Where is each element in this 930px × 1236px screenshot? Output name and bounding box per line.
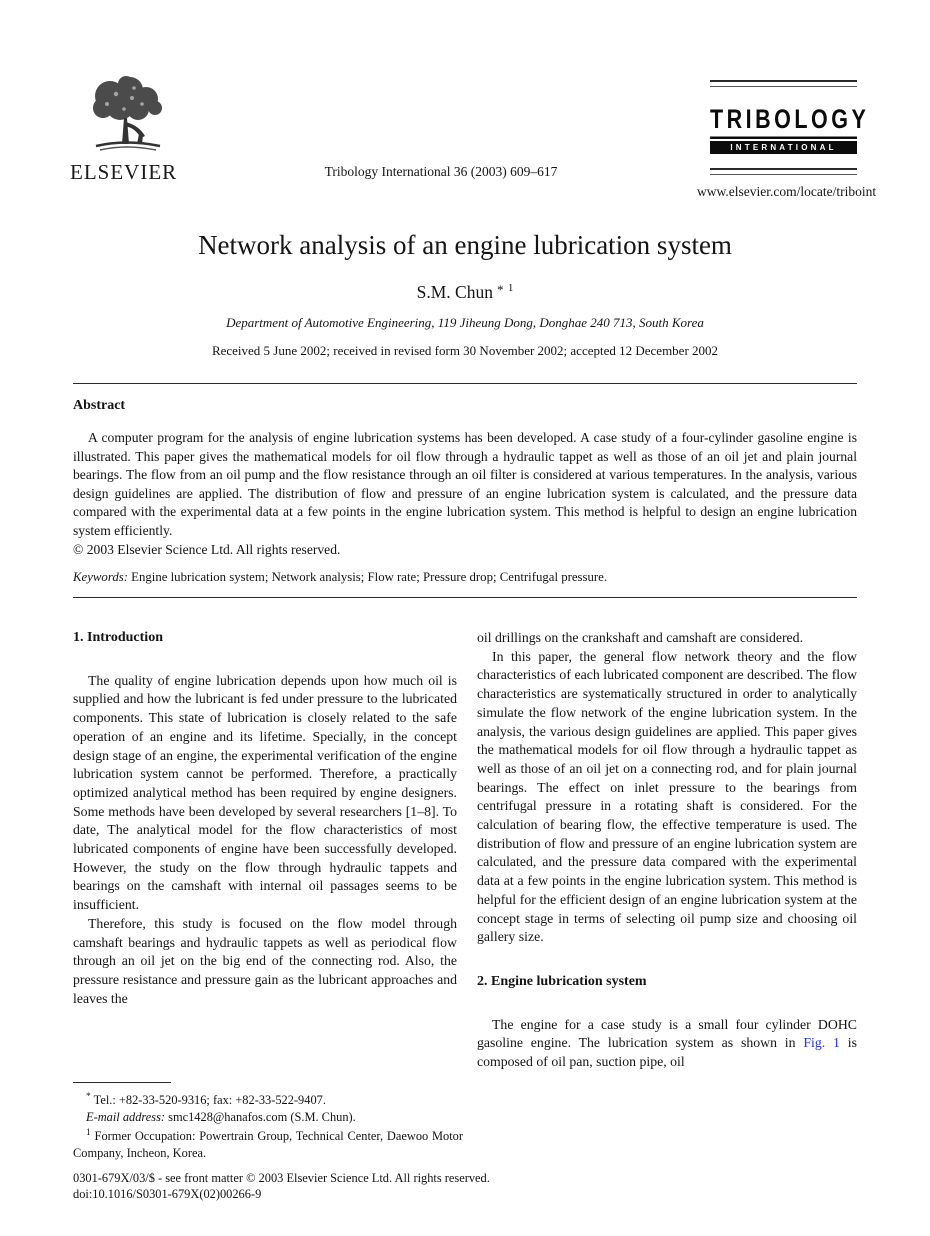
keywords-line [73, 570, 857, 585]
elsevier-wordmark: ELSEVIER [70, 160, 178, 184]
logo-bottom-rule [710, 168, 857, 175]
international-band: INTERNATIONAL [710, 141, 857, 154]
section-2-paragraph [477, 1016, 857, 1072]
footnote-occupation [73, 1125, 463, 1161]
email-address: smc1428@hanafos.com (S.M. Chun). [165, 1109, 356, 1124]
tribology-journal-logo [697, 80, 877, 200]
abstract-top-divider [73, 383, 857, 384]
left-column [73, 629, 457, 1008]
author-footnote-mark: 1 [507, 282, 514, 295]
footnotes-block [73, 1082, 463, 1162]
footnote-occupation-text: Former Occupation: Powertrain Group, Technical Center, Daewoo Motor Company, Incheon, Korea. [73, 1129, 463, 1161]
keywords-text: Engine lubrication system; Network analysis; Flow rate; Pressure drop; Centrifugal pressure. [127, 570, 608, 584]
tribology-wordmark: TRIBOLOGY [710, 104, 857, 139]
footnote-email [73, 1109, 463, 1126]
section-2-text-a: The engine for a case study is a small four cylinder DOHC gasoline engine. The lubrication system as shown in [477, 1016, 857, 1051]
keywords-label: Keywords: [73, 570, 128, 584]
footnote-tel [73, 1089, 463, 1109]
journal-url: www.elsevier.com/locate/triboint [697, 184, 877, 199]
elsevier-tree-icon [70, 76, 190, 158]
corresponding-author-mark: * [496, 282, 504, 297]
keywords-bottom-divider [73, 597, 857, 598]
journal-citation: Tribology International 36 (2003) 609–617 [324, 164, 558, 179]
footnote-divider [73, 1082, 171, 1083]
section-2-heading: 2. Engine lubrication system [477, 973, 647, 989]
section-1-heading: 1. Introduction [73, 630, 163, 645]
author-affiliation: Department of Automotive Engineering, 119 Jiheung Dong, Donghae 240 713, South Korea [226, 315, 704, 330]
abstract-copyright: © 2003 Elsevier Science Ltd. All rights reserved. [73, 541, 341, 557]
imprint-footer [73, 1170, 673, 1203]
section-2-text-b: is composed of oil pan, suction pipe, oil [477, 1035, 857, 1070]
intro-paragraph-3: oil drillings on the crankshaft and camshaft are considered. [477, 630, 804, 645]
email-label: E-mail address: [86, 1109, 166, 1124]
issn-copyright-line: 0301-679X/03/$ - see front matter © 2003 Elsevier Science Ltd. All rights reserved. [73, 1171, 490, 1185]
abstract-paragraph: A computer program for the analysis of engine lubrication systems has been developed. A case study of a four-cylinder gasoline engine is illustrated. This paper gives the mathematical models for oil flow through a hydraulic tappet as well as those of an oil jet and plain journal bearings. The flow from an oil pump and the flow resistance through an oil filter is considered at various temperatures. In the analysis, various design guidelines are applied. The distribution of flow and pressure of an engine lubrication system is calculated, and the pressure data compared with the experimental data at a few points in the engine lubrication system. This method is helpful to design an engine lubrication system efficiently. [73, 430, 857, 538]
right-column [477, 629, 857, 1072]
abstract-text [73, 429, 857, 559]
footnote-tel-text: Tel.: +82-33-520-9316; fax: +82-33-522-9407. [90, 1093, 326, 1108]
intro-paragraph-1: The quality of engine lubrication depends upon how much oil is supplied and how the lubricant is fed under pressure to the lubricated components. This state of lubrication is closely related to the safe operation of an engine and its lifetime. Specially, in the concept design stage of an engine, the experimental verification of the engine lubrication system cannot be performed. Therefore, a practically optimized analytical method has been required by engine designers. Some methods have been developed by several researchers [1–8]. To date, The analytical model for the flow characteristics of most lubricated components of engine have been successfully developed. However, the study on the flow through hydraulic tappets and bearings on the camshaft with internal oil passages seems to be insufficient. [73, 672, 457, 913]
author-line [0, 282, 930, 303]
figure-1-link[interactable]: Fig. 1 [803, 1035, 840, 1051]
intro-paragraph-4: In this paper, the general flow network theory and the flow characteristics of each lubricated component are described. The flow characteristics are systematically structured in order to analytically simulate the flow network of the engine lubrication system. In the analysis, the various design guidelines are applied. This paper gives the mathematical models for oil flow through a hydraulic tappet as well as those of an oil jet on a connecting rod, and for plain journal bearings. The effect on inlet pressure to the bearings from centrifugal pressure in a rotating shaft is considered. For the calculation of bearing flow, the effective temperature is used. The distribution of flow and pressure of an engine lubrication system are calculated, and the pressure data compared with the experimental data at a few points in the engine lubrication system. This method is helpful for the efficient design of an engine lubrication system at the concept stage in terms of selecting oil pump size and choosing oil gallery size. [477, 648, 857, 945]
article-history: Received 5 June 2002; received in revised form 30 November 2002; accepted 12 December 2002 [211, 343, 719, 358]
doi-line: doi:10.1016/S0301-679X(02)00266-9 [73, 1187, 262, 1202]
author-name: S.M. Chun [416, 282, 493, 302]
footnote-one-mark: 1 [86, 1128, 91, 1139]
footnote-asterisk: * [86, 1092, 91, 1102]
logo-top-rule [710, 80, 857, 87]
page-title: Network analysis of an engine lubrication system [198, 230, 732, 260]
abstract-heading: Abstract [73, 398, 126, 413]
intro-paragraph-2: Therefore, this study is focused on the flow model through camshaft bearings and hydraulic tappets as well as periodical flow through an oil jet on the big end of the connecting rod. Also, the pressure resistance and pressure gain as the lubricant approaches and leaves the [73, 915, 457, 1006]
